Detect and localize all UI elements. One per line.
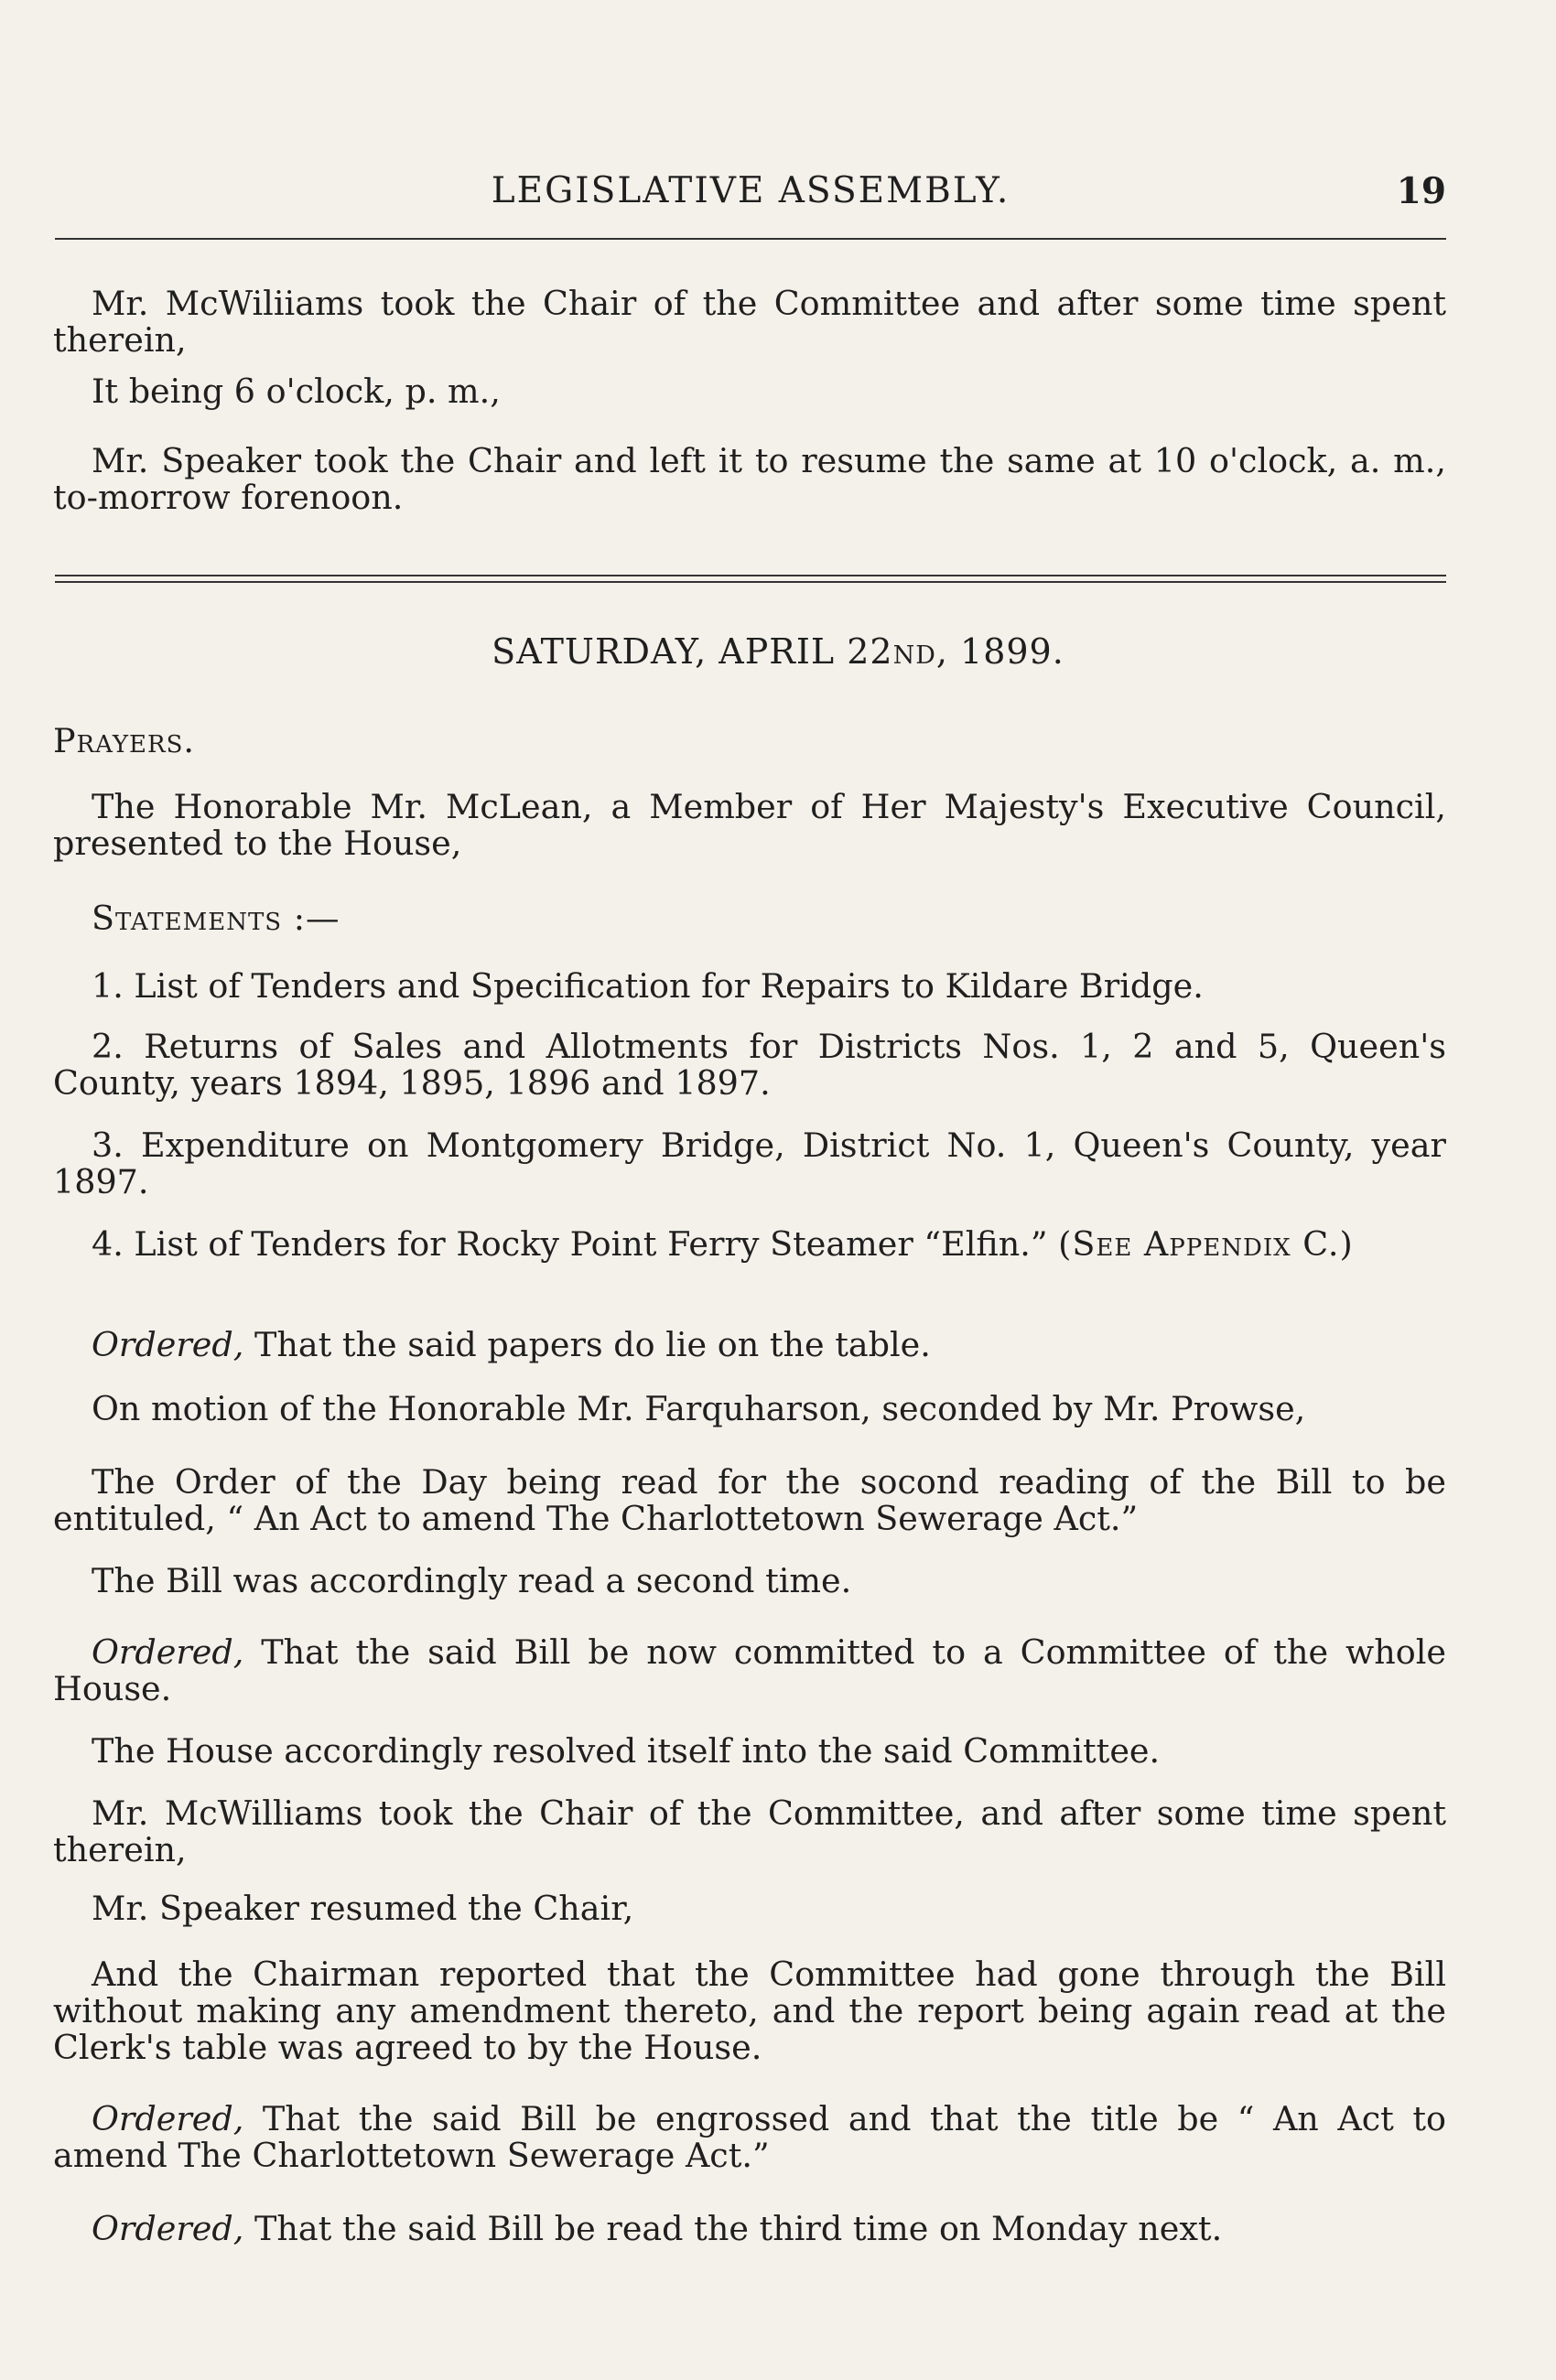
statement-item-2: 2. Returns of Sales and Allotments for Districts Nos. 1, 2 and 5, Queen's County, years 1894, 1895, 1896 and 1897.: [53, 1027, 1446, 1103]
paragraph-mcwilliams-second: Mr. McWilliams took the Chair of the Committee, and after some time spent therein,: [53, 1793, 1446, 1869]
page-header: [55, 170, 1446, 216]
paragraph-resolved: The House accordingly resolved itself into the said Committee.: [92, 1731, 1161, 1771]
paragraph-on-motion: On motion of the Honorable Mr. Farquharson, seconded by Mr. Prowse,: [92, 1389, 1306, 1428]
ordered-word: Ordered,: [92, 1632, 244, 1672]
statement-item-4-text: 4. List of Tenders for Rocky Point Ferry Steamer “Elfin.”: [92, 1224, 1048, 1264]
date-heading-suffix: , 1899.: [935, 631, 1064, 672]
statements-label: Statements :—: [92, 899, 340, 938]
prayers-label: Prayers.: [53, 721, 195, 760]
paragraph-speaker-left: Mr. Speaker took the Chair and left it to resume the same at 10 o'clock, a. m., to-morrow forenoon.: [53, 441, 1446, 517]
ordered-engrossed-text: That the said Bill be engrossed and that the title be “ An Act to amend The Charlottetown Sewerage Act.”: [53, 2099, 1446, 2175]
statement-item-4: [53, 1226, 1446, 1263]
ordered-word: Ordered,: [92, 1325, 244, 1364]
paragraph-mcwilliams-chair: Mr. McWiliiams took the Chair of the Committee and after some time spent therein,: [53, 284, 1446, 360]
header-rule: [55, 238, 1446, 240]
ordered-third-text: That the said Bill be read the third time on Monday next.: [254, 2209, 1223, 2248]
appendix-reference: (See Appendix C.): [1058, 1224, 1354, 1264]
paragraph-ordered-third: [53, 2211, 1446, 2247]
ordered-word: Ordered,: [92, 2209, 244, 2248]
ordered-word: Ordered,: [92, 2099, 244, 2138]
date-heading-ordinal: ND: [892, 641, 936, 670]
running-title: LEGISLATIVE ASSEMBLY.: [491, 170, 1010, 211]
date-heading-prefix: SATURDAY, APRIL 22: [492, 631, 893, 672]
paragraph-bill-read: The Bill was accordingly read a second time.: [92, 1561, 852, 1600]
paragraph-order-of-day: The Order of the Day being read for the socond reading of the Bill to be entituled, “ An Act to amend The Charlottetown Sewerage Act.”: [53, 1462, 1446, 1538]
paragraph-ordered-engrossed: [53, 2101, 1446, 2174]
paragraph-speaker-resumed: Mr. Speaker resumed the Chair,: [92, 1889, 634, 1928]
paragraph-ordered-committed: [53, 1634, 1446, 1707]
ordered-papers-text: That the said papers do lie on the table.: [254, 1325, 931, 1364]
statement-item-1: 1. List of Tenders and Specification for Repairs to Kildare Bridge.: [92, 966, 1204, 1006]
section-double-rule: [55, 575, 1446, 583]
paragraph-six-oclock: It being 6 o'clock, p. m.,: [92, 372, 501, 411]
paragraph-ordered-papers: [53, 1327, 1446, 1363]
ordered-committed-text: That the said Bill be now committed to a Committee of the whole House.: [53, 1632, 1446, 1708]
date-heading: [0, 631, 1556, 672]
paragraph-presented: The Honorable Mr. McLean, a Member of Her Majesty's Executive Council, presented to the House,: [53, 787, 1446, 863]
page-number: 19: [1396, 170, 1446, 212]
statement-item-3: 3. Expenditure on Montgomery Bridge, District No. 1, Queen's County, year 1897.: [53, 1125, 1446, 1201]
paragraph-chairman-reported: And the Chairman reported that the Committee had gone through the Bill without making any amendment thereto, and the report being again read at the Clerk's table was agreed to by the House.: [53, 1955, 1446, 2067]
